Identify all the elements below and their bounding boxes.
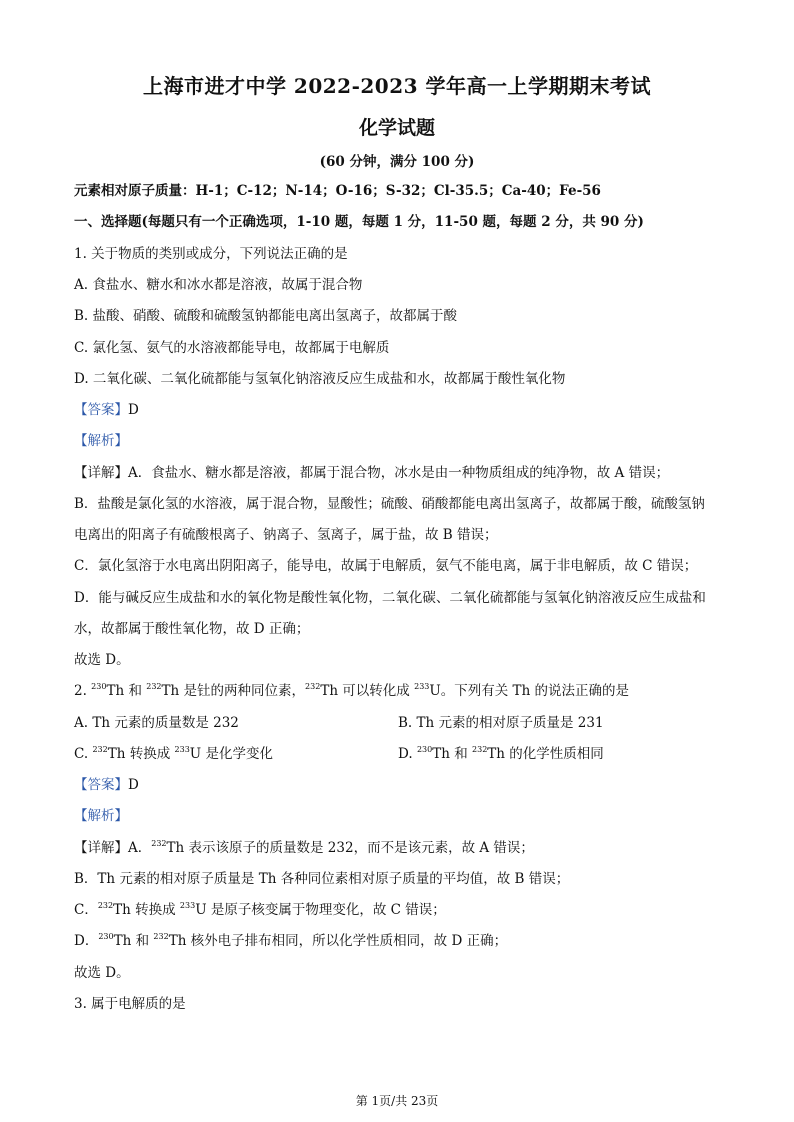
document-subtitle: 化学试题 (358, 117, 435, 139)
q2-detail-c: C．$^{232}$Th 转换成 $^{233}$U 是原子核变属于物理变化，故 C 错误； (74, 901, 446, 918)
q2-detail-b: B．Th 元素的相对原子质量是 Th 各种同位素相对原子质量的平均值，故 B 错误； (74, 871, 570, 887)
exam-info: (60 分钟，满分 100 分) (319, 154, 475, 170)
q1-detail-d-cont: 水，故都属于酸性氧化物，故 D 正确； (74, 621, 310, 637)
atomic-masses: 元素相对原子质量：H-1；C-12；N-14；O-16；S-32；Cl-35.5；Ca-40；Fe-56 (74, 183, 601, 199)
detail-tag: 【详解】 (74, 465, 128, 481)
q2-option-a: A. Th 元素的质量数是 232 (74, 715, 239, 731)
q2-conclusion: 故选 D。 (74, 965, 130, 981)
q1-conclusion: 故选 D。 (74, 652, 130, 668)
q3-stem: 3. 属于电解质的是 (74, 996, 186, 1012)
section-heading: 一、选择题(每题只有一个正确选项，1-10 题，每题 1 分，11-50 题，每题 2 分，共 90 分) (74, 214, 644, 230)
answer-tag: 【答案】 (74, 777, 128, 793)
detail-tag: 【详解】 (74, 840, 128, 856)
q1-detail-b: B．盐酸是氯化氢的水溶液，属于混合物，显酸性；硫酸、硝酸都能电离出氢离子，故都属于酸，硫酸氢钠 (74, 496, 705, 512)
q1-detail-b-cont: 电离出的阳离子有硫酸根离子、钠离子、氢离子，属于盐，故 B 错误； (74, 527, 498, 543)
q1-analysis-tag: 【解析】 (74, 433, 128, 449)
q1-detail-d: D．能与碱反应生成盐和水的氧化物是酸性氧化物，二氧化碳、二氧化硫都能与氢氧化钠溶液反应生成盐和 (74, 590, 706, 606)
q2-stem: 2. $^{230}$Th 和 $^{232}$Th 是钍的两种同位素，$^{232}$Th 可以转化成 $^{233}$U。下列有关 Th 的说法正确的是 (74, 682, 630, 699)
q2-detail-d: D．$^{230}$Th 和 $^{232}$Th 核外电子排布相同，所以化学性质相同，故 D 正确； (74, 932, 508, 949)
q1-answer (74, 401, 139, 419)
q2-answer-value: D (128, 777, 139, 793)
q2-answer (74, 776, 139, 794)
q1-option-c: C. 氯化氢、氨气的水溶液都能导电，故都属于电解质 (74, 340, 390, 356)
q1-option-d: D. 二氧化碳、二氧化硫都能与氢氧化钠溶液反应生成盐和水，故都属于酸性氧化物 (74, 371, 566, 387)
document-title: 上海市进才中学 2022-2023 学年高一上学期期末考试 (142, 74, 652, 98)
q2-option-d: D. $^{230}$Th 和 $^{232}$Th 的化学性质相同 (398, 745, 604, 762)
q1-detail-a: 【详解】A．食盐水、糖水都是溶液，都属于混合物，冰水是由一种物质组成的纯净物，故 A 错误； (74, 465, 670, 481)
q1-answer-value: D (128, 402, 139, 418)
q2-analysis-tag: 【解析】 (74, 808, 128, 824)
q2-detail-a: 【详解】A．$^{232}$Th 表示该原子的质量数是 232，而不是该元素，故 A 错误； (74, 839, 534, 856)
answer-tag: 【答案】 (74, 402, 128, 418)
q1-detail-c: C．氯化氢溶于水电离出阴阳离子，能导电，故属于电解质，氨气不能电离，属于非电解质，故 C 错误； (74, 558, 698, 574)
q2-option-b: B. Th 元素的相对原子质量是 231 (398, 715, 604, 731)
q2-option-c: C. $^{232}$Th 转换成 $^{233}$U 是化学变化 (74, 745, 273, 762)
q1-stem: 1. 关于物质的类别或成分，下列说法正确的是 (74, 246, 348, 262)
q1-option-a: A. 食盐水、糖水和冰水都是溶液，故属于混合物 (74, 277, 363, 293)
q1-option-b: B. 盐酸、硝酸、硫酸和硫酸氢钠都能电离出氢离子，故都属于酸 (74, 308, 458, 324)
page-footer: 第 1页/共 23页 (355, 1094, 439, 1108)
